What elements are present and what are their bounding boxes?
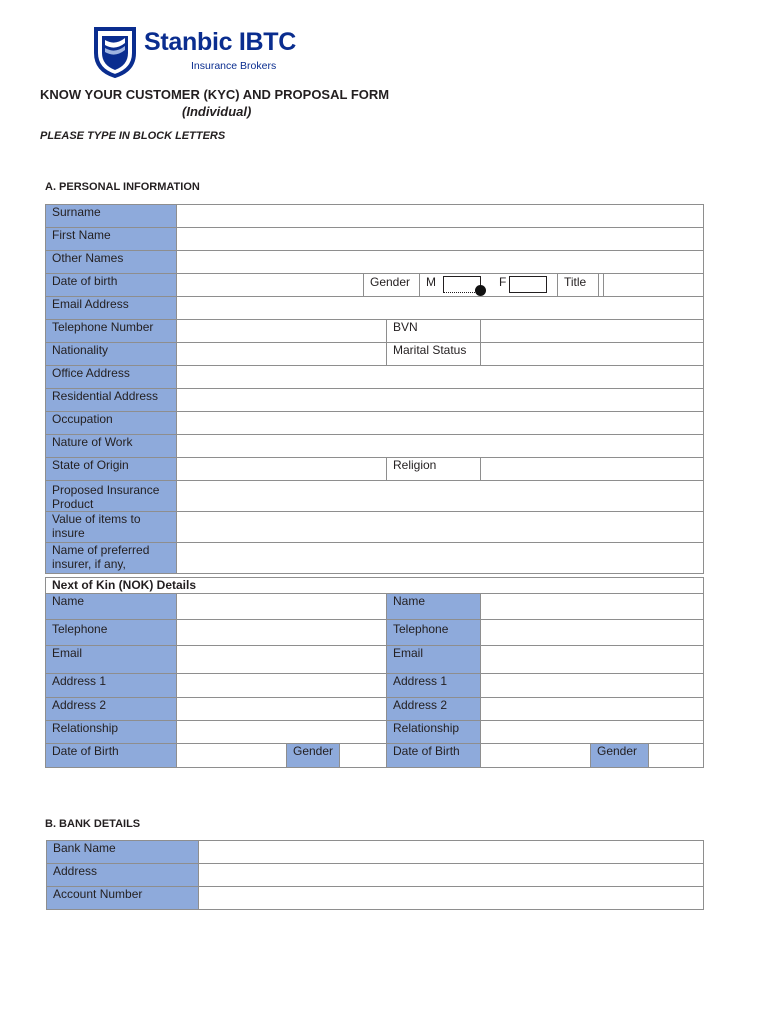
nok1-address2-label: Address 2 <box>46 698 177 721</box>
personal-info-table <box>45 204 704 574</box>
cursor-dot-icon <box>475 285 486 296</box>
instruction-note: PLEASE TYPE IN BLOCK LETTERS <box>40 130 226 142</box>
bvn-field[interactable] <box>481 320 704 343</box>
nok1-gender-label: Gender <box>293 744 334 758</box>
brand-name: Stanbic IBTC <box>144 28 296 56</box>
nature-of-work-field[interactable] <box>177 435 704 458</box>
nok2-address2-field[interactable] <box>481 698 704 721</box>
account-number-label: Account Number <box>47 887 199 910</box>
office-address-field[interactable] <box>177 366 704 389</box>
section-a-heading: A. PERSONAL INFORMATION <box>45 181 200 193</box>
nok2-email-field[interactable] <box>481 646 704 674</box>
nok1-dob-label: Date of Birth <box>46 744 177 768</box>
nationality-label: Nationality <box>46 343 177 366</box>
nationality-field[interactable] <box>177 343 387 366</box>
nok2-name-field[interactable] <box>481 594 704 620</box>
nok1-telephone-field[interactable] <box>177 620 387 646</box>
gender-label: Gender <box>370 275 411 289</box>
first-name-field[interactable] <box>177 228 704 251</box>
nok1-relationship-label: Relationship <box>46 721 177 744</box>
brand-subtitle: Insurance Brokers <box>191 60 277 72</box>
nok2-address2-label: Address 2 <box>387 698 481 721</box>
residential-address-field[interactable] <box>177 389 704 412</box>
dob-label: Date of birth <box>46 274 177 297</box>
nok1-address1-label: Address 1 <box>46 674 177 698</box>
nok1-address2-field[interactable] <box>177 698 387 721</box>
nok1-name-field[interactable] <box>177 594 387 620</box>
dob-field[interactable] <box>177 274 363 297</box>
bank-name-field[interactable] <box>199 841 704 864</box>
account-number-field[interactable] <box>199 887 704 910</box>
nok1-telephone-label: Telephone <box>46 620 177 646</box>
bvn-label: BVN <box>387 320 481 343</box>
nok2-telephone-label: Telephone <box>387 620 481 646</box>
nok2-name-label: Name <box>387 594 481 620</box>
gender-f-label: F <box>499 275 507 289</box>
email-label: Email Address <box>46 297 177 320</box>
nok2-telephone-field[interactable] <box>481 620 704 646</box>
marital-status-field[interactable] <box>481 343 704 366</box>
marital-status-label: Marital Status <box>387 343 481 366</box>
nok2-dob-label: Date of Birth <box>387 744 481 768</box>
nok2-address1-label: Address 1 <box>387 674 481 698</box>
nok2-address1-field[interactable] <box>481 674 704 698</box>
occupation-field[interactable] <box>177 412 704 435</box>
telephone-label: Telephone Number <box>46 320 177 343</box>
form-subtitle: (Individual) <box>182 104 252 119</box>
occupation-label: Occupation <box>46 412 177 435</box>
religion-label: Religion <box>387 458 481 481</box>
nok2-email-label: Email <box>387 646 481 674</box>
nok1-relationship-field[interactable] <box>177 721 387 744</box>
shield-logo-icon <box>93 26 137 78</box>
preferred-insurer-field[interactable] <box>177 543 704 574</box>
preferred-insurer-label: Name of preferred insurer, if any, <box>46 543 177 574</box>
email-field[interactable] <box>177 297 704 320</box>
nok1-dob-field[interactable] <box>177 744 287 768</box>
proposed-product-field[interactable] <box>177 481 704 512</box>
nature-of-work-label: Nature of Work <box>46 435 177 458</box>
nok2-relationship-label: Relationship <box>387 721 481 744</box>
dob-gender-row <box>177 274 599 297</box>
next-of-kin-table <box>45 577 704 768</box>
value-of-items-field[interactable] <box>177 512 704 543</box>
nok2-gender-label: Gender <box>591 744 649 768</box>
section-b-heading: B. BANK DETAILS <box>45 818 141 830</box>
nok1-email-field[interactable] <box>177 646 387 674</box>
nok2-relationship-field[interactable] <box>481 721 704 744</box>
bank-details-table <box>46 840 704 910</box>
gender-m-label: M <box>426 275 436 289</box>
nok2-gender-field[interactable] <box>649 744 704 768</box>
telephone-field[interactable] <box>177 320 387 343</box>
other-names-field[interactable] <box>177 251 704 274</box>
proposed-product-label: Proposed Insurance Product <box>46 481 177 512</box>
bank-address-label: Address <box>47 864 199 887</box>
other-names-label: Other Names <box>46 251 177 274</box>
title-label: Title <box>564 275 587 289</box>
form-title: KNOW YOUR CUSTOMER (KYC) AND PROPOSAL FORM <box>40 87 390 102</box>
first-name-label: First Name <box>46 228 177 251</box>
state-of-origin-label: State of Origin <box>46 458 177 481</box>
nok1-name-label: Name <box>46 594 177 620</box>
nok1-gender-cell <box>287 744 387 768</box>
office-address-label: Office Address <box>46 366 177 389</box>
nok1-gender-field[interactable] <box>339 744 386 767</box>
value-of-items-label: Value of items to insure <box>46 512 177 543</box>
nok1-email-label: Email <box>46 646 177 674</box>
gender-f-checkbox[interactable] <box>509 276 547 293</box>
residential-address-label: Residential Address <box>46 389 177 412</box>
religion-field[interactable] <box>481 458 704 481</box>
bank-name-label: Bank Name <box>47 841 199 864</box>
nok1-address1-field[interactable] <box>177 674 387 698</box>
surname-field[interactable] <box>177 205 704 228</box>
state-of-origin-field[interactable] <box>177 458 387 481</box>
surname-label: Surname <box>46 205 177 228</box>
nok-heading: Next of Kin (NOK) Details <box>46 578 704 594</box>
logo <box>93 26 296 78</box>
title-field[interactable] <box>599 274 704 297</box>
bank-address-field[interactable] <box>199 864 704 887</box>
nok2-dob-field[interactable] <box>481 744 591 768</box>
